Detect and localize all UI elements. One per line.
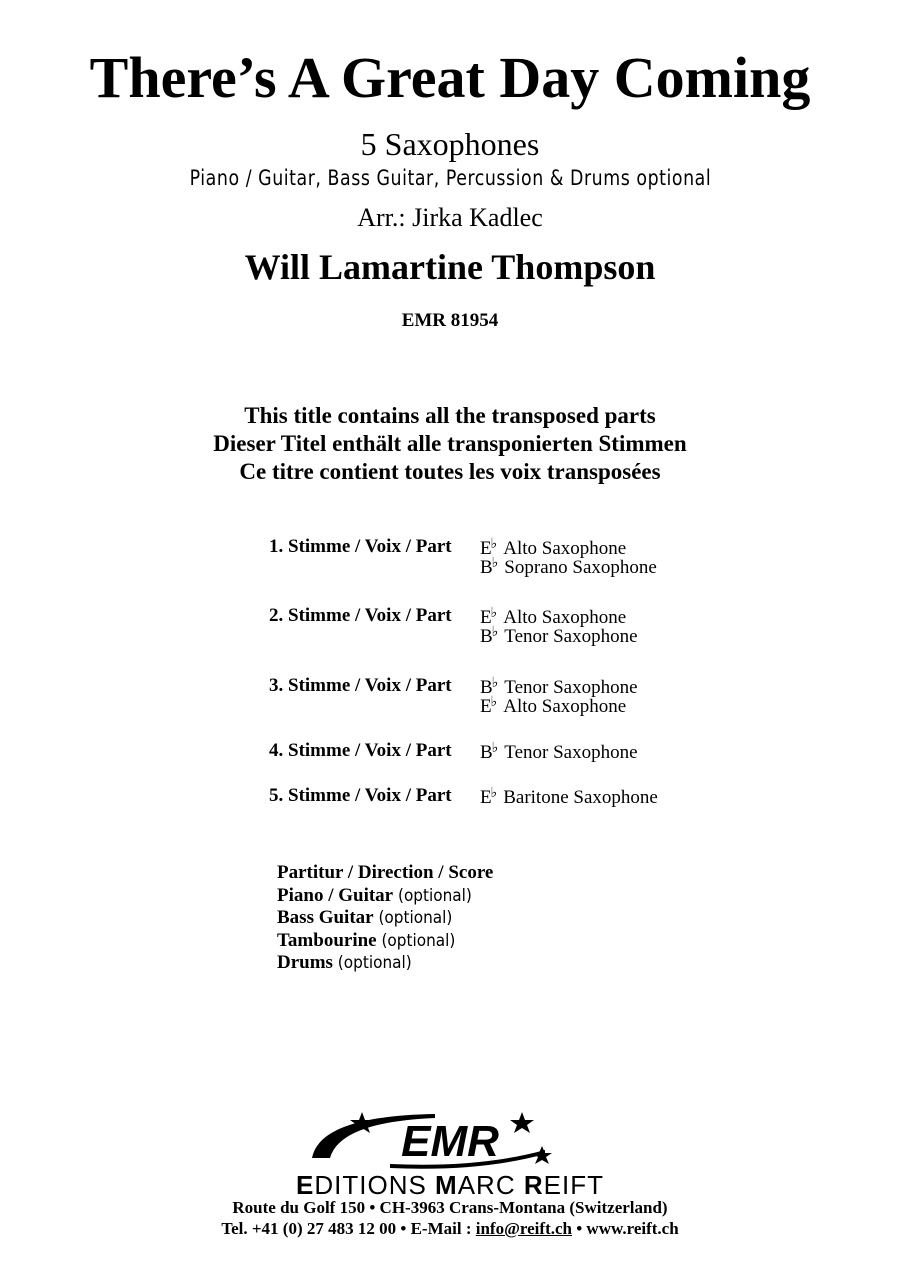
instrument-key: E (480, 538, 492, 559)
extra-item: Bass Guitar (optional) (277, 907, 453, 928)
extra-item: Drums (optional) (277, 952, 412, 973)
part-instrument (480, 785, 658, 809)
star-icon (510, 1112, 534, 1133)
flat-icon: ♭ (491, 625, 499, 640)
website-link[interactable]: • www.reift.ch (571, 1219, 679, 1238)
part-label: 2. Stimme / Voix / Part (269, 605, 452, 626)
instrumentation: 5 Saxophones (360, 126, 540, 162)
logo-text: EMR (401, 1117, 499, 1166)
extra-item: Tambourine (optional) (277, 929, 456, 951)
extras-list (277, 862, 493, 975)
publisher-address: Route du Golf 150 • CH-3963 Crans-Montana (Switzerland) (232, 1198, 668, 1217)
instrument-key: E (480, 607, 492, 628)
flat-icon: ♭ (491, 676, 499, 691)
publisher-contact (0, 1219, 900, 1239)
instrument-name: Alto Saxophone (503, 538, 627, 559)
part-label: 3. Stimme / Voix / Part (269, 675, 452, 696)
instrument-key: B (480, 677, 493, 698)
instrument-key: B (480, 742, 493, 763)
composer: Will Lamartine Thompson (244, 247, 656, 287)
notice-french: Ce titre contient toutes les voix transposées (239, 459, 661, 484)
instrument-name: Baritone Saxophone (503, 787, 658, 808)
notice-german: Dieser Titel enthält alle transponierten Stimmen (213, 431, 687, 456)
instrument-key: B (480, 626, 493, 647)
instrument-name: Soprano Saxophone (504, 557, 657, 578)
instrument-name: Tenor Saxophone (504, 677, 638, 698)
page-title: There’s A Great Day Coming (89, 45, 811, 110)
flat-icon: ♭ (490, 695, 498, 710)
part-instrument (480, 740, 638, 764)
instrument-name: Alto Saxophone (503, 607, 627, 628)
part-instrument (480, 624, 638, 648)
flat-icon: ♭ (491, 556, 499, 571)
part-label: 4. Stimme / Voix / Part (269, 740, 452, 761)
notice-english: This title contains all the transposed parts (244, 403, 656, 428)
instrument-key: B (480, 557, 493, 578)
contact-tel: Tel. +41 (0) 27 483 12 00 • E-Mail : (221, 1219, 476, 1238)
catalog-number: EMR 81954 (401, 310, 499, 331)
star-icon (532, 1146, 552, 1164)
flat-icon: ♭ (491, 741, 499, 756)
emr-logo (300, 1108, 600, 1170)
publisher-name: EDITIONS MARC REIFT (296, 1170, 604, 1200)
flat-icon: ♭ (490, 786, 498, 801)
part-label: 5. Stimme / Voix / Part (269, 785, 452, 806)
instrument-name: Tenor Saxophone (504, 626, 638, 647)
arranger: Arr.: Jirka Kadlec (357, 203, 543, 232)
extra-item: Piano / Guitar (optional) (277, 884, 472, 906)
part-label: 1. Stimme / Voix / Part (269, 536, 452, 557)
optional-instruments: Piano / Guitar, Bass Guitar, Percussion & Drums optional (189, 166, 711, 190)
flat-icon: ♭ (490, 537, 498, 552)
part-instrument (480, 694, 626, 718)
email-link[interactable]: info@reift.ch (475, 1219, 572, 1238)
instrument-key: E (480, 696, 492, 717)
part-instrument (480, 555, 657, 579)
instrument-key: E (480, 787, 492, 808)
flat-icon: ♭ (490, 606, 498, 621)
instrument-name: Alto Saxophone (503, 696, 627, 717)
instrument-name: Tenor Saxophone (504, 742, 638, 763)
extra-item: Partitur / Direction / Score (277, 862, 494, 883)
